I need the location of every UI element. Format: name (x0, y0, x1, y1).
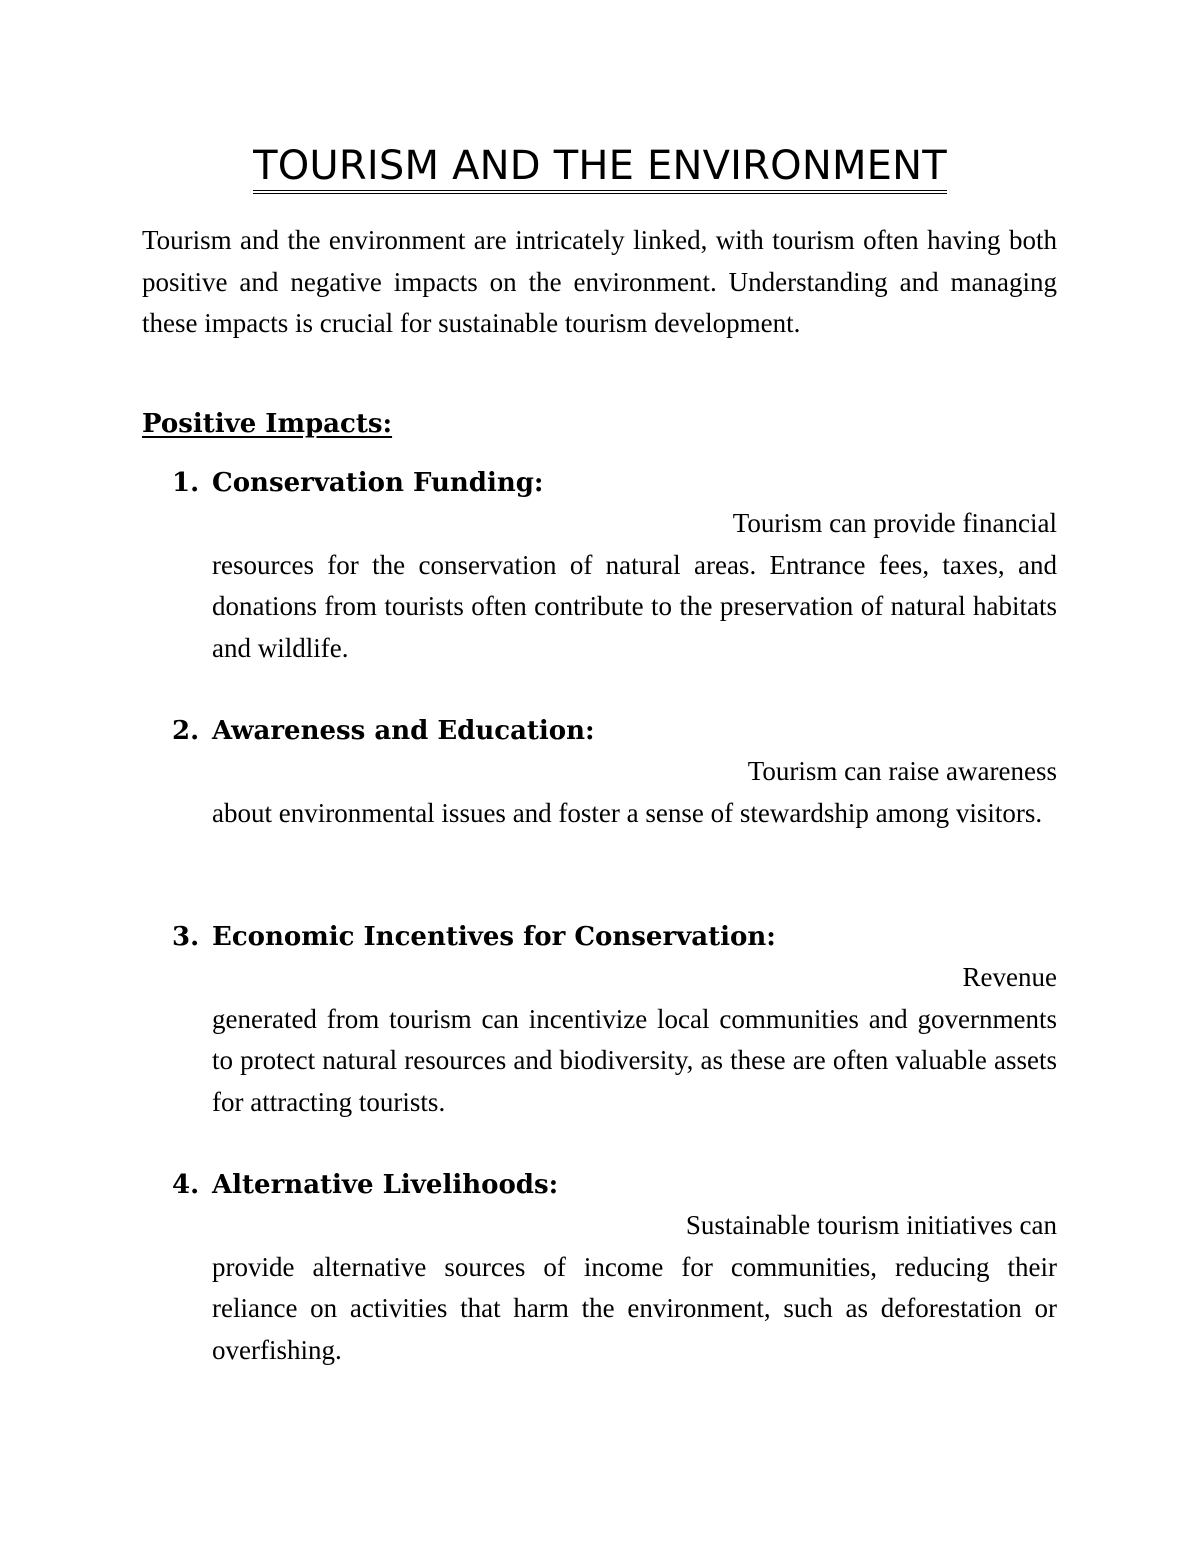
list-item-body: provide alternative sources of income for communities, reducing their reliance on activities that harm the environment, such as deforestation or overfishing. (212, 1251, 1057, 1365)
intro-paragraph: Tourism and the environment are intricately linked, with tourism often having both positive and negative impacts on the environment. Understanding and managing these impacts is crucial for sustainable tourism development. (142, 225, 1057, 338)
list-item-title: Economic Incentives for Conservation: (212, 922, 776, 952)
list-item-title: Conservation Funding: (212, 468, 544, 498)
list-item-number: 4. (172, 1170, 200, 1200)
list-item-body: generated from tourism can incentivize local communities and governments to protect natural resources and biodiversity, as these are often valuable assets for attracting tourists. (212, 1003, 1057, 1117)
list-item-first-line: Tourism can raise awareness (747, 756, 1057, 786)
list-item-body: resources for the conservation of natural areas. Entrance fees, taxes, and donations from tourists often contribute to the preservation of natural habitats and wildlife. (212, 549, 1057, 663)
list-item-number: 2. (172, 716, 200, 746)
list-item-economic-incentives (172, 917, 1057, 1123)
list-item-first-line: Revenue (962, 962, 1057, 992)
list-item-title: Awareness and Education: (212, 716, 595, 746)
document-title-text: TOURISM AND THE ENVIRONMENT (253, 143, 947, 194)
section-heading-positive-impacts: Positive Impacts: (142, 409, 393, 439)
list-item-title: Alternative Livelihoods: (212, 1170, 559, 1200)
list-item-number: 3. (172, 922, 200, 952)
list-item-alternative-livelihoods (172, 1165, 1057, 1371)
list-item-awareness-education (172, 711, 1057, 834)
list-item-heading (172, 1165, 1057, 1205)
list-item-number: 1. (172, 468, 200, 498)
list-item-conservation-funding (172, 463, 1057, 669)
list-item-heading (172, 711, 1057, 751)
list-item-heading (172, 463, 1057, 503)
list-item-first-line: Sustainable tourism initiatives can (685, 1210, 1057, 1240)
list-item-heading (172, 917, 1057, 957)
list-item-first-line: Tourism can provide financial (732, 508, 1057, 538)
document-title (0, 138, 1200, 194)
list-item-body: about environmental issues and foster a sense of stewardship among visitors. (212, 797, 1043, 828)
